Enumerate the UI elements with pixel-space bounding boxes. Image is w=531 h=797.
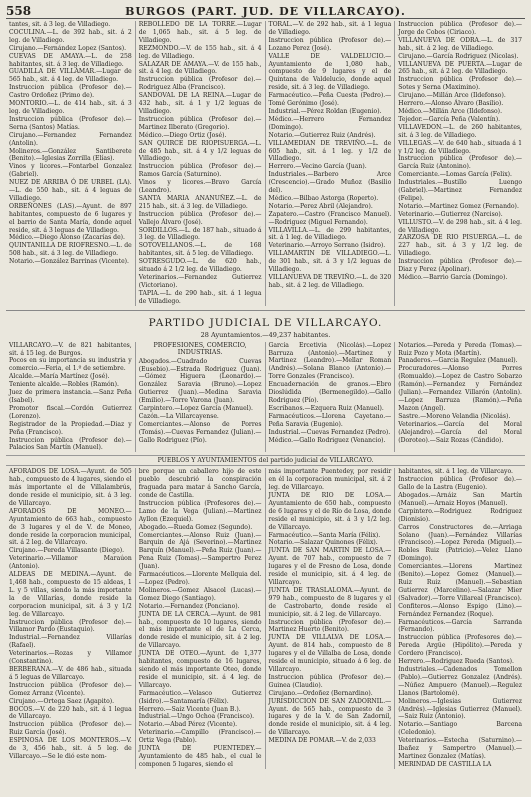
middle-col-2 — [136, 342, 266, 453]
directory-entry: Médico.—Diego Alonso (Zacarías de). — [9, 234, 125, 242]
upper-col-2 — [136, 21, 266, 306]
directory-entry: VILLUSTO.—V. de 298 hab., sit. á 4 leg. de Villadiego. — [398, 218, 522, 234]
page-number: 558 — [6, 4, 32, 18]
directory-entry: Notario.—González Barrinas (Vicente). — [9, 258, 129, 266]
directory-entry: GUADILLA DE VILLAMAR.—Lugar de 565 hab., sit. á 4 leg. de Villadiego. — [9, 68, 132, 84]
directory-entry: Industriales.—Barbero Arce (Crescencio).—Grado Muñoz (Basilio del). — [268, 171, 392, 195]
upper-section — [6, 21, 525, 306]
directory-entry: Instruccion pública (Profesor de).—Jorge de Cobos (Ciriaco). — [398, 21, 522, 36]
directory-entry: Médico.—Barrio García (Domingo). — [398, 274, 508, 281]
directory-entry: TORAL.—V. de 292 hab., sit. á 1 legua de Villadiego. — [268, 21, 392, 36]
directory-entry: Carpintero.—Rodriguez Rodriguez (Dionisio). — [398, 507, 522, 523]
directory-entry: Carpintero.—Lopez García (Manuel). — [138, 405, 253, 413]
directory-entry: Abogados.—Cuadrado Cuevas (Eusebio).—Estrada Rodriguez (Juan).—Gómez Higuera (Leonardo).—González Saravia (Bruno).—Lopez Gutierrez (Juan).—Medina Saravia (Emilio).—Torre Varona (Juan). — [138, 357, 262, 405]
directory-entry: Procuradores.—Alonso Porres (Romualdo).—Lopez de Castro Sobarzo (Ramón).—Fernandez y Fernández (Julian).—Fernandez Villarón (Antolin).—Lopez Barruza (Ramón).—Peña Mazon (Angel). — [398, 365, 522, 412]
directory-entry: Comerciantes.—Alonso de Porres (Tomás).—Cuevas Fernandez (Julian).—Gallo Rodriguez (Pío). — [138, 420, 262, 444]
directory-entry: CUEVAS DE AMAYA.—L. de 258 habitantes, sit. á 3 leg. de Villadiego. — [9, 52, 132, 68]
directory-entry: VILLAVILLA.—L. de 299 habitantes, sit. á 1 leg. de Villadiego. — [268, 226, 392, 242]
section-divider — [6, 310, 525, 311]
directory-entry: Registrador de la Propiedad.—Diaz y Peña (Francisco). — [9, 420, 132, 436]
directory-entry: VILLANUEVA DE TREVIÑO.—L. de 320 hab., sit. á 2 leg. de Villadiego. — [268, 274, 392, 289]
lower-col-1 — [6, 468, 136, 768]
directory-entry: Teniente alcalde.—Robles (Ramón). — [9, 381, 119, 389]
directory-entry: ESPINOSA DE LOS MONTEROS.—V. de 3, 456 hab., sit. á 5 leg. de Villarcayo.—Se le dió este nom- — [9, 737, 132, 760]
directory-entry: Instruccion pública (Profesor de).—Diaz y Perez (Apolinar). — [398, 258, 522, 274]
directory-entry: Abogados.—Arnáiz San Martín (Manuel).—Arnaiz Hoyos (Manuel). — [398, 492, 522, 507]
directory-entry: Farmacéuticos.—Llorente Mellquia del.—Lopez (Pedro). — [138, 571, 262, 586]
directory-entry: Médico.—Herrero Fernandez (Domingo). — [268, 115, 392, 131]
directory-entry: Instruccion pública (Profesor de).—Guinea (Claudio). — [268, 673, 392, 689]
directory-entry: Instruccion pública (Profesor de).—Rodriguez Alba (Francisco). — [138, 76, 262, 92]
directory-entry: Cirujano.—García Rodriguez (Nicolas). — [398, 52, 519, 60]
directory-entry: Notario.—Salazar Quinones (Félix). — [268, 539, 378, 547]
lower-col-4 — [395, 468, 525, 768]
directory-entry: SOTRESGUDO.—L. de 620 hab., situado á 2 1/2 leg. de Villadiego. — [138, 258, 262, 274]
directory-entry: Comerciantes.—Llorens Martinez (Benito).—Lopez Gomez (Manuel).—Ruiz Ruiz (Manuel).—Sebastian Gutierrez (Marcelino).—Salazar Mier (Salvador).—Torre Villareal (Francisco). — [398, 563, 522, 602]
directory-entry: Comerciantes.—Alonso Ruiz (Juan).—Barquin de Ajá (Severino).—Martinez Barquín (Manuel).—Peña Ruiz (Juan).—Pena Ruiz (Tomas).—Sampertro Perez (Juan). — [138, 531, 262, 571]
directory-entry: Instruccion pública (Profesor de).—Gomez Arranz (Vicente). — [9, 681, 132, 697]
directory-entry: Veterinarios.—Rozas y Villamor (Constantino). — [9, 650, 132, 666]
directory-entry: Notario.—Fernandez (Ponciano). — [138, 602, 240, 610]
directory-entry: Industriales.—Cadenados Tomellon (Pablo).—Gutierrez Gonzalez (Andrés).—Núñez Ampuero (Manuel).—Regulez Llanos (Bartolomé). — [398, 665, 522, 697]
directory-entry: Farmacéutico.—Santa María (Félix). — [268, 531, 381, 539]
directory-entry: VALLE DE VALDELUCIO.—Ayuntamiento de 1,080 hab., compuesto de 9 lugares y el de Quintana de Valdelucio, donde aquel reside, sit. á 3 leg. de Villadiego. — [268, 52, 392, 92]
directory-entry: Vinos y licores.—Bravo García (Leandro). — [138, 179, 262, 195]
directory-entry: REBOLLEDO DE LA TORRE.—Lugar de 1,065 hab., sit. á 5 leg. de Villadiego. — [138, 21, 262, 44]
directory-entry: Veterinario.—Villamor Maraúon (Antonio). — [9, 555, 132, 571]
directory-entry: Instruccion pública (Profesor de).—Ruiz García (José). — [9, 721, 132, 737]
directory-entry: tantes, sit. á 3 leg. de Villadiego. — [9, 21, 111, 28]
directory-entry: Instruccion pública (Profesor de).—Palacios San Martín (Manuel). — [9, 436, 132, 452]
partido-stats: 28 Ayuntamientos.—49,237 habitantes. — [200, 330, 331, 339]
middle-col-4 — [395, 342, 525, 453]
directory-entry: habitantes, sit. á 1 leg. de Villarcayo. — [398, 468, 513, 476]
directory-entry: Herrero.—Alonso Álvaro (Basilio). — [398, 100, 504, 108]
directory-entry: Instruccion pública (Profesor de).—Villamor Pardo (Eustaquio). — [9, 618, 132, 634]
directory-entry: NUEZ DE ARRIBA Ó DE URBEL (LA).—L. de 550 hab., sit. á 4 leguas de Villadiego. — [9, 179, 132, 202]
directory-entry: Encuadernación de granos.—Ebro Dioslúdida (Bermenegildo).—Gallo Rodriguez (Pío). — [268, 381, 392, 404]
directory-entry: Juez de primera instancia.—Sanz Peña (Isabel). — [9, 389, 132, 404]
directory-entry: JUNTA DE VILLALVA DE LOSA.—Ayunt. de 814 hab., compuesto de 8 lugares y el de Villalba de Losa, donde reside el municipio, situado á 6 leg. de Villarcayo. — [268, 634, 392, 673]
directory-entry: ORBEÑONES (LAS).—Ayunt. de 897 habitantes, compuesto de 6 lugares y el barrio de Santa María, donde aquel reside, sit. á 3 leguas de Villadiego. — [9, 202, 132, 234]
directory-entry: MERINDAD DE CASTILLA LA — [398, 760, 492, 768]
pueblos-title: PUEBLOS Y AYUNTAMIENTOS del partido judicial de VILLARCAYO. — [6, 455, 525, 466]
directory-entry: Veterinario.—Gutierrez (Narciso). — [398, 210, 503, 218]
directory-entry: Sastre.—Moreno Velandia (Nicolás). — [398, 412, 511, 420]
directory-entry: Cirujano.—Pereda Villasante (Diego). — [9, 547, 125, 555]
directory-entry: Instruccion pública (Profesor de).—Martinez Ilberato (Gregorio). — [138, 115, 262, 131]
directory-entry: SANTA MARIA ANANUÑEZ.—L. de 215 hab., sit. á 3 leg. de Villadiego. — [138, 194, 262, 210]
directory-entry: Notario.—Santiago Barcena (Celedonio). — [398, 721, 522, 737]
directory-entry: Industrial.—Pérez Roldan (Eugenio). — [268, 107, 382, 115]
directory-entry: Vinos y licores.—Fontarbel Gonzalez (Gabriel). — [9, 163, 132, 179]
directory-entry: JUNTA DE LA CERCA.—Ayunt. de 981 hab., compuesto de 10 lugares, siendo el más importante el de La Cerca, donde reside el municipio, sit. á 2 leg. de Villarcayo. — [138, 610, 262, 650]
directory-entry: Tejedor.—García Peña (Valentín). — [398, 115, 501, 123]
directory-entry: Veterinario.—Arroyo Serrano (Isidro). — [268, 242, 386, 250]
directory-entry: Industriales.—Bustillo Luengo (Gabriel).—Martinez Fernandez (Felipe). — [398, 179, 522, 202]
directory-entry: SOTOVELLANOS.—L. de 168 habitantes, sit. á 5 leg. de Villadiego. — [138, 242, 262, 258]
directory-entry: VILLARCAYO.—V. de 821 habitantes, sit. á 15 leg. de Burgos. — [9, 341, 132, 357]
directory-entry: Notario.—Gutierrez Ruiz (Andrés). — [268, 131, 376, 139]
directory-entry: Abogado.—Rueda Gomez (Segundo). — [138, 523, 253, 531]
directory-entry: Médico.—Diego Ortiz (José). — [138, 131, 227, 139]
upper-col-1 — [6, 21, 136, 306]
directory-entry: VILLANUEVA DE PUERTA.—Lugar de 265 hab., sit. á 2 leg. de Villadiego. — [398, 60, 522, 76]
directory-entry: García Ercetivia (Nicolás).—Lopez Barruza (Antonio).—Martinez y Martinez (Leandro).—Mellar Roman (Andrés).—Solana Blanco (Antonio).—Torre Gonzales (Francisco). — [268, 341, 392, 381]
directory-entry: Notario.—Martinez Gomez (Fernando). — [398, 202, 519, 210]
directory-entry: Instruccion pública (Profesor de).—Castro Ordoñez (Primo de). — [9, 84, 132, 100]
directory-entry: SORDILLOS.—L. de 187 hab., situado á 3 leg. de Villadiego. — [138, 226, 262, 242]
directory-entry: Cirujano.—Ortega Saez (Agapito). — [9, 697, 115, 705]
directory-entry: SAN QUIRCE DE RIOPISUERGA.—L. de 485 hab., sit. á 4 y 1/2 leguas de Villadiego. — [138, 139, 262, 163]
directory-entry: Notario.—Perez Abril (Alejandro). — [268, 202, 373, 210]
directory-entry: VILLEGAS.—V. de 640 hab., situada á 1 y 1/2 leg. de Villadiego. — [398, 139, 522, 155]
directory-entry: AFORADOS DE LOSA.—Ayunt. de 505 hab., compuesto de 4 lugares, siendo el más importante el de Villalambrús, donde reside el municipio, sit. á 3 leg. de Villarcayo. — [9, 468, 132, 507]
directory-entry: VILLAMARTIN DE VILLADIEGO.—L. de 301 hab., sit. á 3 y 1/2 leguas de Villadiego. — [268, 250, 392, 274]
directory-entry: Instruccion pública (Profesor de).—García Ruiz (Antonino). — [398, 155, 522, 171]
page-title: BURGOS (PART. JUD. DE VILLARCAYO). — [125, 5, 406, 18]
professions-heading: PROFESIONES, COMERCIO, INDUSTRIAS. — [153, 341, 247, 356]
directory-entry: VILLAMEDIAN DE TREVIÑO.—L. de 605 hab., sit. á 1 leg. y 1/2 de Villadiego. — [268, 139, 392, 163]
directory-entry: REZMONDO.—V. de 155 hab., sit. á 4 leg. de Villadiego. — [138, 44, 262, 60]
directory-entry: Instruccion pública (Profesor de).—Ramos García (Saturnino). — [138, 163, 262, 179]
directory-entry: Instruccion pública (Profesor de).—Martinez Huerto (Benito). — [268, 618, 392, 634]
lower-col-3 — [266, 468, 396, 768]
directory-entry: Farmacéuticos.—García Sarranda (Fernando). — [398, 618, 522, 634]
directory-entry: Herrero.—Rodriguez Rueda (Santos). — [398, 658, 514, 666]
directory-entry: Industrial.—Ungo Ochoa (Francisco). — [138, 713, 255, 721]
directory-entry: AFORADOS DE MONEO.—Ayuntamiento de 663 hab., compuesto de 3 lugares y el de V. de Moneo, donde reside la corporacion municipal, sit. á 2 leg. de Villarcayo. — [9, 507, 132, 547]
directory-entry: JURISDICCION DE SAN ZADORNIL.—Ayunt. de 565 hab., compuesto de 3 lugares y de la V. de San Zadornil, donde reside el municipio, sit. á 4 leg. de Villarcayo. — [268, 697, 392, 737]
directory-entry: Confiteros.—Alonso Espigo (Lino).—Fernández Fernandez (Roque). — [398, 602, 522, 618]
directory-entry: BERBERANA.—V. de 486 hab., situada á 5 leguas de Villarcayo. — [9, 665, 132, 681]
directory-entry: Farmacéutico.—Velasco Gutierrez (Isidro).—Santamaría (Félix). — [138, 689, 262, 705]
middle-col-1 — [6, 342, 136, 453]
directory-entry: Cirujano.—Ordoñez (Bernardino). — [268, 689, 373, 697]
upper-col-3 — [266, 21, 396, 306]
directory-entry: Instruccion pública (Profesor de).—Lozano Perez (José). — [268, 36, 392, 52]
directory-entry: MONTORIO.—L. de 414 hab., sit. á 3 leg. de Villadiego. — [9, 100, 132, 115]
directory-entry: Notarios.—Pereda y Pereda (Tomas).—Ruiz Pozo y Mota (Martín). — [398, 341, 522, 357]
directory-entry: Instruccion pública (Profesor de).—Gallo de la Lastra (Eugenio). — [398, 476, 522, 492]
directory-entry: Farmacéutico.—Peña Cuesta (Pedro).—Tomé Gerónimo (José). — [268, 92, 392, 108]
upper-col-4 — [395, 21, 525, 306]
directory-entry: Veterinarios.—Estecha (Saturnino).—Ibañez y Sampertro (Manuel).—Martinez Gonzalez (Matías). — [398, 737, 522, 760]
directory-entry: TAPIA.—L. de 290 hab., sit. á 1 legua de Villadiego. — [138, 289, 262, 305]
lower-section — [6, 468, 525, 768]
directory-entry: JUNTA DE OTEO.—Ayunt. de 1,377 habitantes, compuesto de 16 lugares, siendo el más importante Oteo, donde reside el municipio, sit. á 4 leg. de Villarcayo. — [138, 650, 262, 689]
directory-entry: Industrial.—Fernandez Villarías (Rafael). — [9, 634, 132, 650]
directory-entry: JUNTA DE TRASLALOMA.—Ayunt. de 979 hab., compuesto de 8 lugares y el de Castrobarto, donde reside el municipio, sit. á 2 leg. de Villarcayo. — [268, 586, 392, 618]
directory-entry: Cirujano.—Fernandez Fernandez (Antolin). — [9, 131, 132, 147]
directory-entry: Molineros.—González Santiberete (Benito).—Iglesias Zorrilla (Elías). — [9, 147, 132, 163]
directory-entry: Herrero.—Saiz Vicente (Juan B.). — [138, 705, 241, 713]
directory-entry: Molineros.—Gomez Alsacol (Lucas).—Gomez Diego (Santiago). — [138, 586, 262, 602]
directory-entry: QUINTANILLA DE RIOFRESNO.—L. de 508 hab., sit. á 3 leg. de Villadiego. — [9, 242, 132, 258]
directory-entry: Farmacéuticos.—Llorena Cayetano.—Peña Saravia (Eugenio). — [268, 412, 392, 428]
directory-entry: Instruccion pública (Profesor de).—Serna (Santos) Matías. — [9, 115, 132, 131]
directory-entry: Instruccion pública (Profesores de).—Pereda Argüe (Hipólito).—Pereda y Cordero (Francisco). — [398, 634, 522, 658]
directory-entry: Pocos en su importancia su industria y comercio.—Feria, el 1.º de setiembre. — [9, 357, 132, 373]
directory-entry: más importante Puentedey, por residir en él la corporacion municipal, sit. á 2 leg. de Villarcayo. — [268, 468, 392, 492]
directory-entry: Cirujano.—Millán Arce (Ildefonso). — [398, 92, 506, 100]
directory-entry: Médico.—Gallo Rodriguez (Venancio). — [268, 436, 386, 444]
directory-entry: SANDOVAL DE LA REINA.—Lugar de 432 hab., sit. á 1 y 1/2 leguas de Villadiego. — [138, 92, 262, 115]
directory-entry: Molineros.—Iglesias Gutierrez (Andrés).—Iglesias Gutierrez (Manuel).—Saiz Ruiz (Antonio). — [398, 697, 522, 721]
directory-entry: ZARZOSA DE RIO PISUERGA.—L. de 227 hab., sit. á 3 y 1/2 leg. de Villadiego. — [398, 234, 522, 258]
middle-section — [6, 342, 525, 453]
directory-entry: Cirujano.—Fernández Lopez (Santos). — [9, 44, 127, 52]
directory-entry: bre porque un caballero hijo de este pueblo descubrió la conspiración fraguada para matar á Sancho García, conde de Castilla. — [138, 468, 262, 500]
directory-entry: Instruccion pública (Profesor de).—Sotes y Serna (Maximino). — [398, 76, 522, 92]
directory-entry: Comerciante.—Lomas García (Felix). — [398, 171, 512, 179]
directory-entry: COCULINA.—L. de 392 hab., sit. á 2 leg. de Villadiego. — [9, 28, 132, 44]
directory-entry: Industrial.—Cuevas Fernandez (Pedro). — [268, 428, 391, 436]
directory-entry: SALAZAR DE AMAYA.—V. de 155 hab., sit. á 4 leg. de Villadiego. — [138, 60, 262, 76]
directory-entry: Veterinarios.—García del Moral (Alejandro).—García del Moral (Doroteo).—Saiz Rozas (Cándido). — [398, 420, 522, 444]
directory-entry: JUNTA DE SAN MARTIN DE LOSA.—Ayunt. de 707 hab., compuesto de 7 lugares y el de Fresno de Losa, donde reside el municipio, sit. á 4 leg. de Villarcayo. — [268, 547, 392, 586]
directory-entry: JUNTA DE PUENTEDEY.—Ayuntamiento de 485 hab., el cual le componen 5 lugares, siendo el — [138, 745, 262, 768]
middle-col-2-list — [139, 358, 262, 445]
page-header — [6, 4, 525, 19]
directory-entry: BOCOS.—V. de 220 hab., sit. á 1 legua de Villarcayo. — [9, 705, 132, 721]
directory-entry: Herrero.—Vecino García (Juan). — [268, 163, 367, 171]
directory-entry: Instruccion pública (Profesor de).—Vallejo Álvaro (José). — [138, 210, 262, 226]
directory-entry: Veterinarios.—Fernandez Gutierrez (Victoriano). — [138, 274, 262, 289]
directory-entry: JUNTA DE RIO DE LOSA.—Ayuntamiento de 650 hab., compuesto de 6 lugares y el de Río de Losa, donde reside el municipio, sit. á 3 y 1/2 leg. de Villarcayo. — [268, 492, 392, 531]
directory-entry: Notario.—Abad Pérez (Vicente). — [138, 721, 238, 729]
directory-entry: Médico.—Bilbao Astorga (Roperto). — [268, 194, 379, 202]
directory-entry: Panaderos.—Garcia Regulez (Manuel). — [398, 357, 518, 365]
middle-col-3 — [266, 342, 396, 453]
directory-entry: MEDINA DE POMAR.—V. de 2,033 — [268, 737, 376, 745]
directory-entry: VILLANUEVA DE ODRA.—L. de 317 hab., sit. á 2 leg. de Villadiego. — [398, 36, 522, 52]
directory-entry: Escribanos.—Ezquera Ruiz (Manuel). — [268, 404, 384, 412]
directory-entry: Veterinario.—Campillo (Francisco).—Ortiz Vega (Pablo). — [138, 729, 262, 745]
lower-col-2 — [136, 468, 266, 768]
directory-entry: VILLAVEDON.—L. de 260 habitantes, sit. á 3 leg. de Villadiego. — [398, 123, 522, 139]
directory-entry: Promotor fiscal.—Cordón Gutierrez (Lorenzo). — [9, 404, 132, 420]
partido-title: PARTIDO JUDICIAL DE VILLARCAYO. — [148, 316, 383, 329]
directory-entry: ALDEAS DE MEDINA.—Ayunt. de 1,468 hab., compuesto de 15 aldeas, 1 L. y 5 villas, siendo la más importante la de Villarías, donde reside la corporacion municipal, sit. á 3 y 1/2 leg. de Villarcayo. — [9, 571, 132, 618]
directory-entry: Alcalde.—María Martínez (José). — [9, 373, 110, 381]
directory-entry: Cazón.—La Villarcayense. — [138, 412, 219, 420]
directory-entry: Médico.—Millán Arce (Ildefonso). — [398, 107, 503, 115]
directory-entry: Carros Constructores de.—Arriaga Solano (Juan).—Fernández Villarías (Francisco).—Lopez Pereda (Miguel).—Robles Ruiz (Patricio).—Velez Llano (Domingo). — [398, 523, 522, 563]
directory-entry: Instruccion pública (Profesores de).—Lamo de la Vega (Julian).—Martinez Ayllon (Ezequiel). — [138, 499, 262, 523]
directory-entry: Zapatero.—Castro (Francisco Manuel).—Rodriguez (Miguel Fernando). — [268, 210, 392, 226]
